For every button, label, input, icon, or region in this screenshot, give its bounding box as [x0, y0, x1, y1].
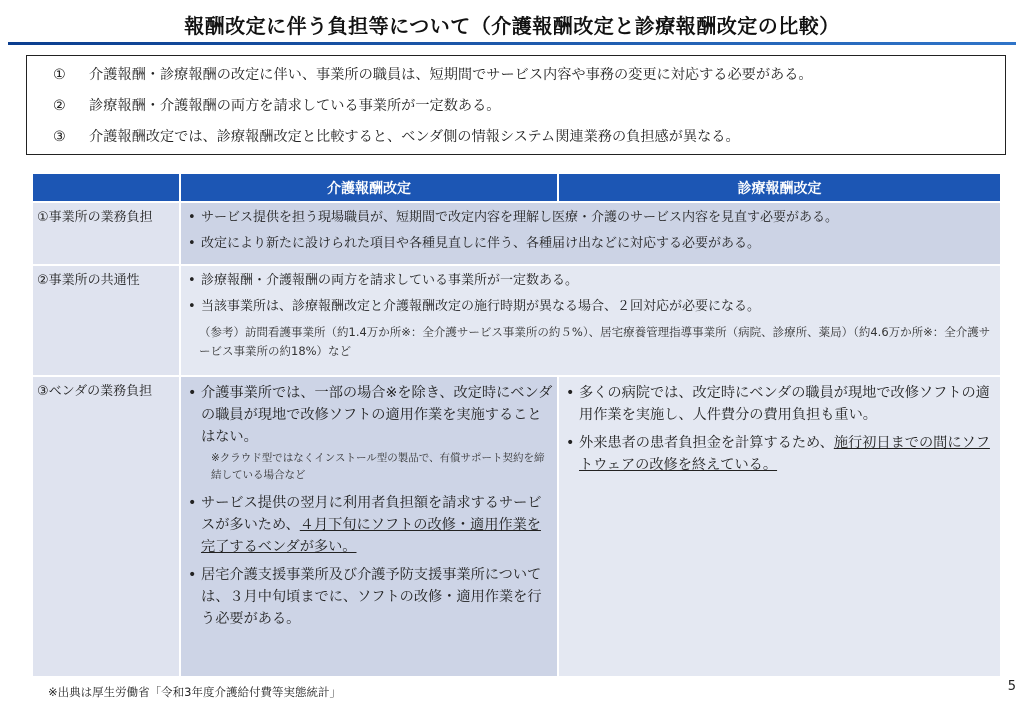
- list-item: • 改定により新たに設けられた項目や各種見直しに伴う、各種届け出などに対応する必要がある。: [185, 234, 996, 254]
- comparison-table: [33, 174, 1000, 676]
- source-citation: ※出典は厚生労働省「令和3年度介護給付費等実態統計」: [48, 685, 341, 699]
- header-kaigo: 介護報酬改定: [180, 174, 558, 202]
- table-row-vendor-burden: [33, 376, 1000, 676]
- page-number: 5: [1007, 679, 1016, 694]
- summary-box: [26, 55, 1006, 155]
- table-row-business-burden: [33, 202, 1000, 265]
- list-item: • 当該事業所は、診療報酬改定と介護報酬改定の施行時期が異なる場合、２回対応が必要になる。: [185, 297, 996, 317]
- list-item: • 介護事業所では、一部の場合※を除き、改定時にベンダの職員が現地で改修ソフトの適用作業を実施することはない。: [185, 382, 553, 448]
- summary-item-2: ② 診療報酬・介護報酬の両方を請求している事業所が一定数ある。: [53, 98, 501, 114]
- list-item: • 診療報酬・介護報酬の両方を請求している事業所が一定数ある。: [185, 271, 996, 291]
- list-item: • サービス提供の翌月に利用者負担額を請求するサービスが多いため、４月下旬にソフトの改修・適用作業を完了するベンダが多い。: [185, 492, 553, 558]
- list-item: • 居宅介護支援事業所及び介護予防支援事業所については、３月中旬頃までに、ソフトの改修・適用作業を行う必要がある。: [185, 564, 553, 630]
- row-content-merged: [180, 265, 1000, 376]
- row-label: ③ベンダの業務負担: [33, 376, 180, 676]
- title-underline: [8, 42, 1016, 45]
- reference-note: （参考）訪問看護事業所（約1.4万か所※：全介護サービス事業所の約５%）、居宅療養管理指導事業所（病院、診療所、薬局）（約4.6万か所※：全介護サービス事業所の約18%）など: [199, 325, 991, 358]
- page-title: 報酬改定に伴う負担等について（介護報酬改定と診療報酬改定の比較）: [184, 14, 840, 38]
- table-header-row: [33, 174, 1000, 202]
- header-corner: [33, 174, 180, 202]
- summary-item-1: ① 介護報酬・診療報酬の改定に伴い、事業所の職員は、短期間でサービス内容や事務の変更に対応する必要がある。: [53, 67, 813, 83]
- list-item: • 多くの病院では、改定時にベンダの職員が現地で改修ソフトの適用作業を実施し、人件費分の費用負担も重い。: [563, 382, 996, 426]
- underlined-text: 施行初日までの間にソフトウェアの改修を終えている。: [579, 435, 990, 473]
- row-label: ②事業所の共通性: [33, 265, 180, 376]
- summary-item-3: ③ 介護報酬改定では、診療報酬改定と比較すると、ベンダ側の情報システム関連業務の負担感が異なる。: [53, 129, 740, 145]
- list-item: • サービス提供を担う現場職員が、短期間で改定内容を理解し医療・介護のサービス内容を見直す必要がある。: [185, 208, 996, 228]
- row-label: ①事業所の業務負担: [33, 202, 180, 265]
- table-row-commonality: [33, 265, 1000, 376]
- header-shinryo: 診療報酬改定: [558, 174, 1000, 202]
- kaigo-cell: [180, 376, 558, 676]
- underlined-text: ４月下旬にソフトの改修・適用作業を完了するベンダが多い。: [201, 517, 541, 555]
- list-item: • 外来患者の患者負担金を計算するため、施行初日までの間にソフトウェアの改修を終えている。: [563, 432, 996, 476]
- row-content-merged: [180, 202, 1000, 265]
- shinryo-cell: [558, 376, 1000, 676]
- footnote: ※クラウド型ではなくインストール型の製品で、有償サポート契約を締結している場合など: [211, 452, 545, 481]
